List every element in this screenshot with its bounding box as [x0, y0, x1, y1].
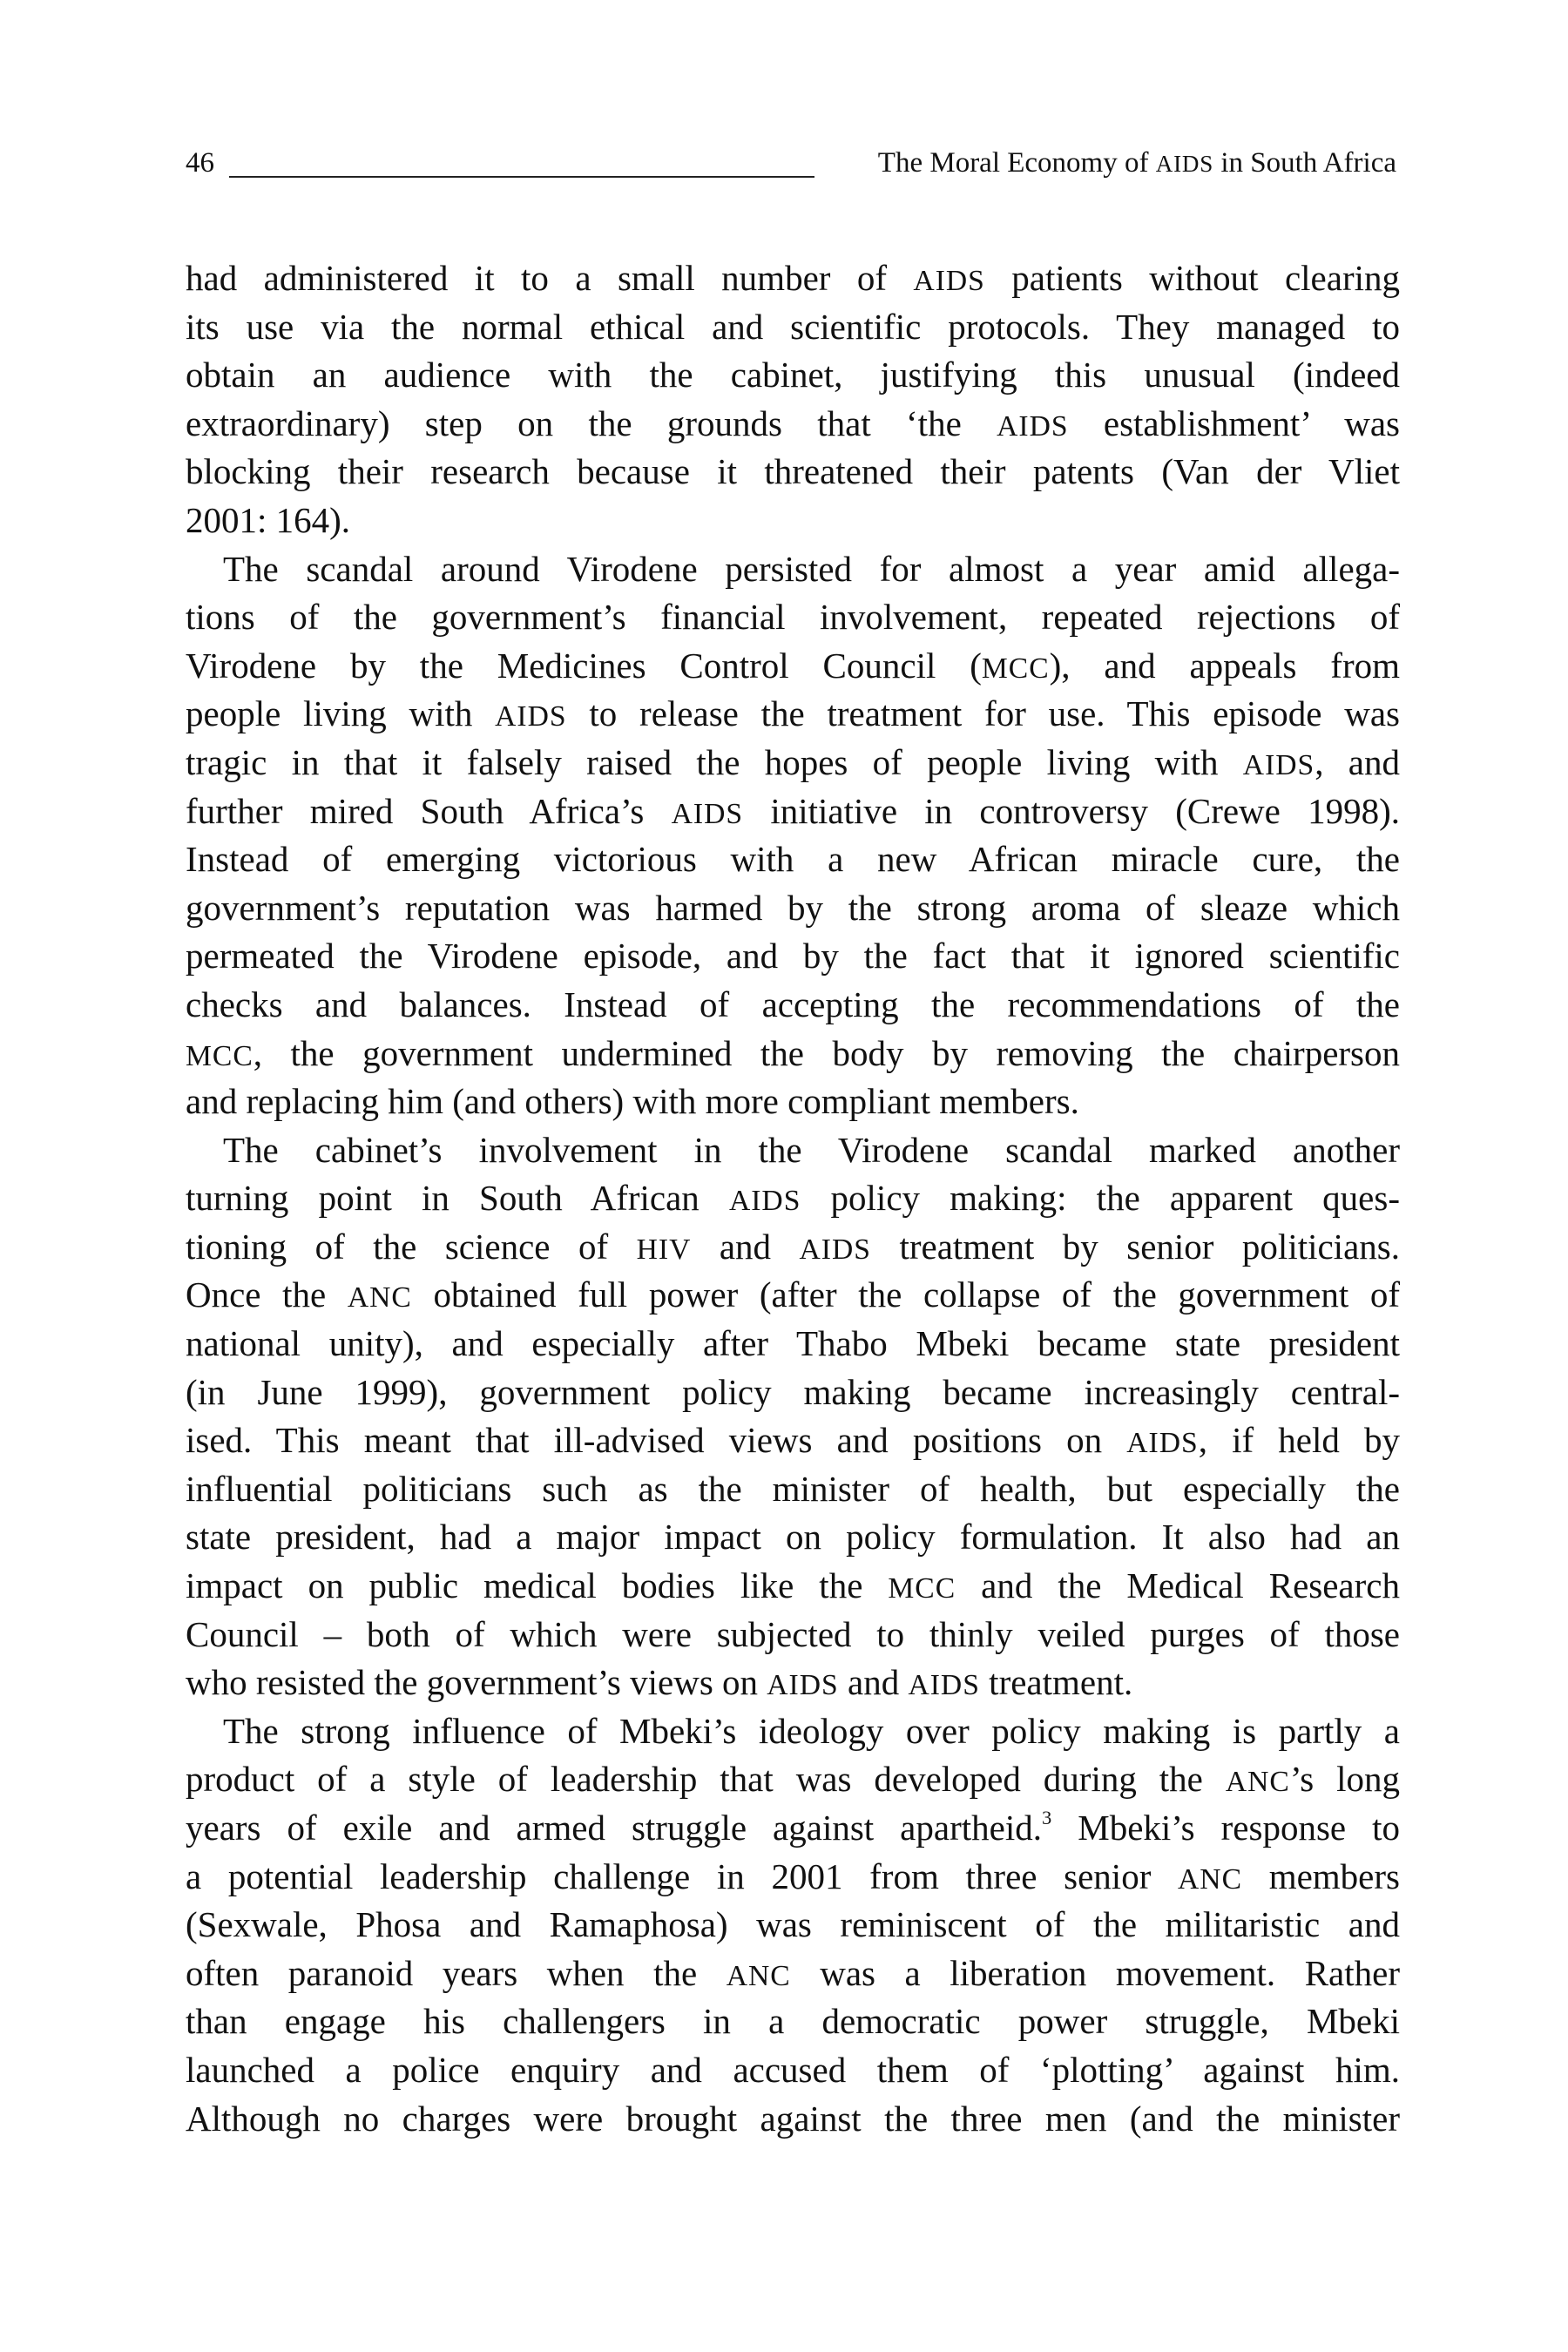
paragraph: [186, 545, 1400, 1126]
text-line: had administered it to a small number of AIDS patients without clearing: [186, 258, 1400, 298]
text-line: launched a police enquiry and accused them of ‘plotting’ against him.: [186, 2049, 1400, 2090]
text-line: [186, 1804, 1400, 1853]
text-line: obtain an audience with the cabinet, justifying this unusual (indeed: [186, 355, 1400, 395]
text-line: ised. This meant that ill-advised views and positions on AIDS, if held by: [186, 1420, 1401, 1461]
text-line: tioning of the science of HIV and AIDS treatment by senior politicians.: [186, 1226, 1400, 1267]
paragraph: [186, 1707, 1400, 2143]
text-line: blocking their research because it threatened their patents (Van der Vliet: [186, 451, 1400, 492]
text-line: 2001: 164).: [186, 499, 351, 540]
text-line: people living with AIDS to release the treatment for use. This episode was: [186, 693, 1400, 734]
running-title: The Moral Economy of AIDS in South Africa: [877, 147, 1396, 179]
text-line: than engage his challengers in a democratic power struggle, Mbeki: [186, 2001, 1400, 2042]
text-line: (Sexwale, Phosa and Ramaphosa) was reminiscent of the militaristic and: [186, 1904, 1400, 1945]
text-line: The strong influence of Mbeki’s ideology over policy making is partly a: [223, 1710, 1400, 1751]
text-line: state president, had a major impact on policy formulation. It also had an: [186, 1517, 1400, 1558]
text-line: government’s reputation was harmed by the strong aroma of sleaze which: [186, 887, 1400, 928]
text-segment: years of exile and armed struggle against apartheid.: [186, 1808, 1042, 1848]
text-line: product of a style of leadership that was developed during the ANC’s long: [186, 1759, 1400, 1800]
text-segment: Mbeki’s response to: [1051, 1808, 1400, 1848]
text-line: who resisted the government’s views on AIDS and AIDS treatment.: [186, 1662, 1133, 1703]
text-line: Instead of emerging victorious with a new African miracle cure, the: [186, 839, 1400, 880]
text-line: The cabinet’s involvement in the Virodene scandal marked another: [223, 1129, 1400, 1170]
page-number: 46: [186, 147, 214, 179]
text-line: The scandal around Virodene persisted for almost a year amid allega-: [223, 548, 1400, 589]
text-line: often paranoid years when the ANC was a liberation movement. Rather: [186, 1952, 1400, 1993]
paragraph: [186, 254, 1400, 545]
text-line: Virodene by the Medicines Control Council (MCC), and appeals from: [186, 645, 1400, 686]
text-line: checks and balances. Instead of accepting the recommendations of the: [186, 983, 1400, 1024]
text-line: MCC, the government undermined the body by removing the chairperson: [186, 1032, 1400, 1073]
text-line: permeated the Virodene episode, and by the fact that it ignored scientific: [186, 936, 1400, 977]
text-line: Council – both of which were subjected to thinly veiled purges of those: [186, 1613, 1400, 1654]
text-line: national unity), and especially after Thabo Mbeki became state president: [186, 1323, 1400, 1364]
body-text: [186, 254, 1400, 2143]
text-line: its use via the normal ethical and scientific protocols. They managed to: [186, 306, 1400, 347]
text-line: tragic in that it falsely raised the hopes of people living with AIDS, and: [186, 741, 1400, 782]
text-line: Once the ANC obtained full power (after the collapse of the government of: [186, 1274, 1401, 1315]
footnote-marker[interactable]: 3: [1041, 1806, 1052, 1828]
text-line: further mired South Africa’s AIDS initiative in controversy (Crewe 1998).: [186, 790, 1400, 831]
text-line: turning point in South African AIDS policy making: the apparent ques-: [186, 1178, 1400, 1219]
text-line: (in June 1999), government policy making became increasingly central-: [186, 1371, 1400, 1412]
text-line: Although no charges were brought against the three men (and the minister: [186, 2098, 1400, 2139]
text-line: and replacing him (and others) with more compliant members.: [186, 1081, 1079, 1122]
header-rule: [229, 176, 814, 178]
text-line: tions of the government’s financial involvement, repeated rejections of: [186, 597, 1400, 638]
text-line: impact on public medical bodies like the MCC and the Medical Research: [186, 1565, 1400, 1606]
text-line: a potential leadership challenge in 2001 from three senior ANC members: [186, 1855, 1400, 1896]
text-line: influential politicians such as the minister of health, but especially the: [186, 1468, 1400, 1509]
running-header: [186, 141, 1396, 185]
paragraph: [186, 1126, 1400, 1707]
text-line: extraordinary) step on the grounds that ‘the AIDS establishment’ was: [186, 402, 1401, 443]
